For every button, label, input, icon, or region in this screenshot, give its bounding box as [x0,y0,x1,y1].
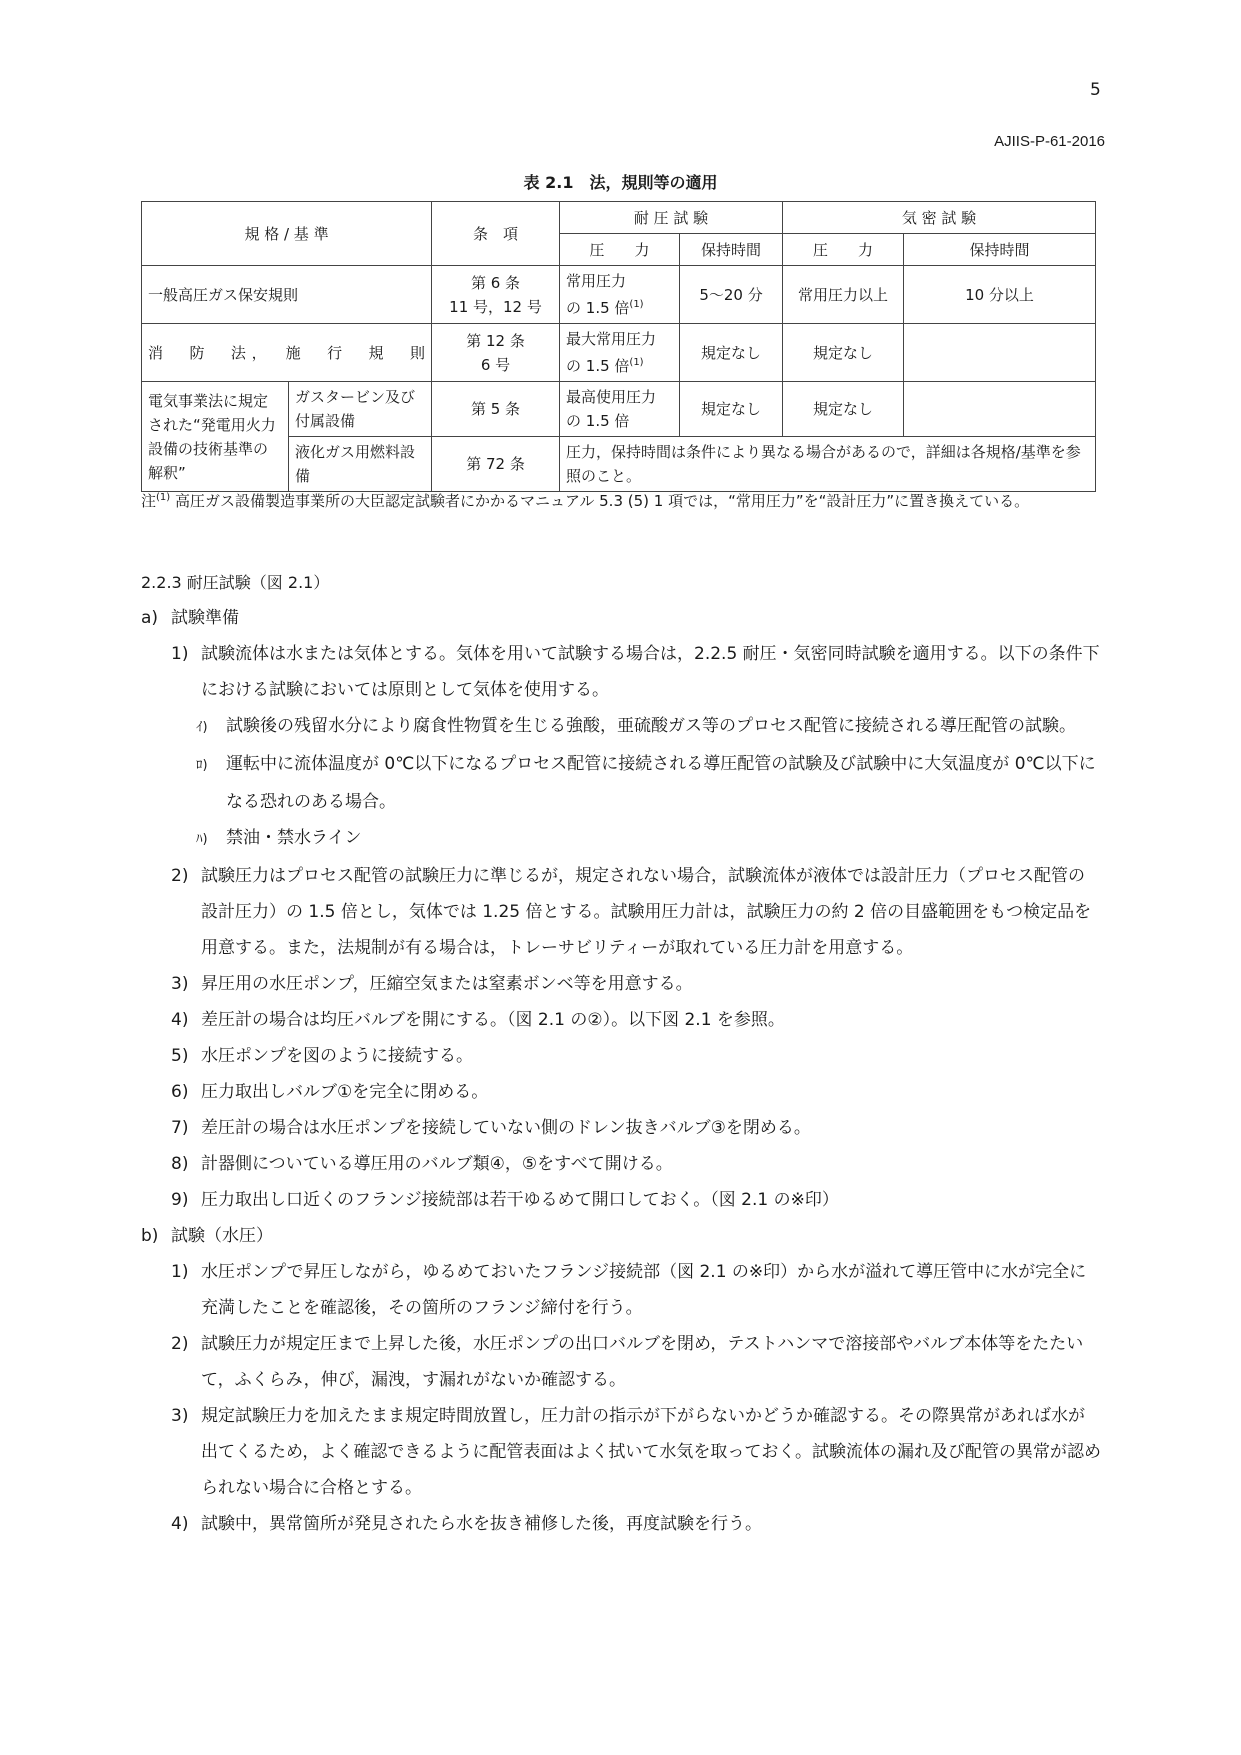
list-item-number: 4) [171,1010,189,1030]
header-standard: 規 格 / 基 準 [142,202,432,266]
list-item-number: ｲ) [196,720,208,735]
subsection-a-title: 試験準備 [171,608,239,628]
list-item-number: 3) [171,974,189,994]
list-item-text: 試験後の残留水分により腐食性物質を生じる強酸，亜硫酸ガス等のプロセス配管に接続される導圧配管の試験。 [226,716,1076,736]
list-item-number: 2) [171,866,189,886]
list-item [141,858,1101,966]
row1-standard: 一般高圧ガス保安規則 [142,266,432,324]
list-item-number: 2) [171,1334,189,1354]
row1-air-holding-time: 10 分以上 [904,266,1096,324]
list-item-number: ﾛ) [196,758,208,773]
list-item [141,820,1101,858]
subsection-b-label: b) [141,1226,159,1246]
row2-clause: 第 12 条 6 号 [432,324,560,382]
header-air-holding-time: 保持時間 [904,234,1096,266]
footnote-prefix: 注 [141,492,157,510]
list-item-number: 4) [171,1514,189,1534]
list-item-number: 8) [171,1154,189,1174]
list-item [141,966,1101,1002]
row2-standard: 消 防 法， 施 行 規 則 [142,324,432,382]
table-title: 表 2.1 法，規則等の適用 [523,173,718,192]
header-airtight-test: 気 密 試 験 [783,202,1096,234]
list-item-text: 圧力取出し口近くのフランジ接続部は若干ゆるめて開口しておく。（図 2.1 の※印） [201,1190,839,1210]
row3-holding-time: 規定なし [680,382,783,437]
list-item-text: 昇圧用の水圧ポンプ，圧縮空気または窒素ボンベ等を用意する。 [201,974,693,994]
list-item-text: 差圧計の場合は水圧ポンプを接続していない側のドレン抜きバルブ③を閉める。 [201,1118,811,1138]
row2-air-holding-time [904,324,1096,382]
list-item-number: 9) [171,1190,189,1210]
header-air-pressure: 圧 力 [783,234,904,266]
list-item [141,1398,1101,1506]
row2-holding-time: 規定なし [680,324,783,382]
row1-holding-time: 5～20 分 [680,266,783,324]
subsection-b-title: 試験（水圧） [171,1226,273,1246]
row1-pressure-text: 常用圧力 の 1.5 倍 [566,272,630,317]
list-item-number: 7) [171,1118,189,1138]
list-item-text: 水圧ポンプを図のように接続する。 [201,1046,473,1066]
section-heading: 2.2.3 耐圧試験（図 2.1） [141,573,330,592]
list-item-text: 試験中，異常箇所が発見されたら水を抜き補修した後，再度試験を行う。 [201,1514,762,1534]
subsection-b-list [141,1254,1101,1542]
list-item-number: 1) [171,644,189,664]
list-item [141,1254,1101,1326]
list-item [141,746,1101,820]
row3-air-pressure: 規定なし [783,382,904,437]
header-pressure-test: 耐 圧 試 験 [560,202,783,234]
footnote-mark: (1) [156,492,171,503]
row4-merged-note: 圧力，保持時間は条件により異なる場合があるので，詳細は各規格/基準を参照のこと。 [560,437,1096,492]
list-item-text: 禁油・禁水ライン [226,828,362,848]
table-footnote [141,485,1101,514]
list-item-number: ﾊ) [196,832,208,847]
row2-pressure-text: 最大常用圧力 の 1.5 倍 [566,330,657,375]
list-item-number: 1) [171,1262,189,1282]
subsection-a-heading [141,600,1101,636]
document-id: AJIIS-P-61-2016 [994,133,1105,150]
list-item-text: 圧力取出しバルブ①を完全に閉める。 [201,1082,489,1102]
footnote-text: 高圧ガス設備製造事業所の大臣認定試験者にかかるマニュアル 5.3 (5) 1 項では，“常用圧力”を“設計圧力”に置き換えている。 [174,492,1030,510]
row2-note-mark: (1) [629,357,644,368]
list-item-text: 試験流体は水または気体とする。気体を用いて試験する場合は，2.2.5 耐圧・気密同時試験を適用する。以下の条件下における試験においては原則として気体を使用する。 [201,644,1100,700]
list-item [141,1110,1101,1146]
row2-pressure [560,324,680,382]
regulation-table [141,201,1096,492]
list-item [141,1182,1101,1218]
list-item-text: 水圧ポンプで昇圧しながら，ゆるめておいたフランジ接続部（図 2.1 の※印）から水が溢れて導圧管中に水が完全に充満したことを確認後，その箇所のフランジ締付を行う。 [201,1262,1087,1318]
subsection-b-heading [141,1218,1101,1254]
list-item-number: 5) [171,1046,189,1066]
list-item-number: 6) [171,1082,189,1102]
list-item [141,708,1101,746]
row1-clause: 第 6 条 11 号，12 号 [432,266,560,324]
row1-note-mark: (1) [629,299,644,310]
page-number: 5 [1090,80,1101,100]
list-item [141,1074,1101,1110]
header-clause: 条 項 [432,202,560,266]
row4-clause: 第 72 条 [432,437,560,492]
header-holding-time: 保持時間 [680,234,783,266]
list-item [141,1146,1101,1182]
row1-air-pressure: 常用圧力以上 [783,266,904,324]
list-item-text: 試験圧力が規定圧まで上昇した後，水圧ポンプの出口バルブを閉め，テストハンマで溶接部やバルブ本体等をたたいて，ふくらみ，伸び，漏洩，す漏れがないか確認する。 [201,1334,1084,1390]
list-item [141,1506,1101,1542]
list-item-text: 規定試験圧力を加えたまま規定時間放置し，圧力計の指示が下がらないかどうか確認する。その際異常があれば水が出てくるため，よく確認できるように配管表面はよく拭いて水気を取っておく。試験流体の漏れ及び配管の異常が認められない場合に合格とする。 [201,1406,1101,1498]
row3-substandard: ガスタービン及び付属設備 [289,382,432,437]
list-item-text: 計器側についている導圧用のバルブ類④，⑤をすべて開ける。 [201,1154,673,1174]
header-pressure: 圧 力 [560,234,680,266]
list-item-text: 試験圧力はプロセス配管の試験圧力に準じるが，規定されない場合，試験流体が液体では設計圧力（プロセス配管の設計圧力）の 1.5 倍とし，気体では 1.25 倍とする。試験用圧力計は，試験圧力の約 2 倍の目盛範囲をもつ検定品を用意する。また，法規制が有る場合は，トレーサビリティーが取れている圧力計を用意する。 [201,866,1092,958]
list-item [141,1038,1101,1074]
list-item-text: 差圧計の場合は均圧バルブを開にする。（図 2.1 の②）。以下図 2.1 を参照。 [201,1010,785,1030]
row3-air-holding-time [904,382,1096,437]
list-item [141,1002,1101,1038]
row3-clause: 第 5 条 [432,382,560,437]
row2-air-pressure: 規定なし [783,324,904,382]
section-body [141,600,1101,1542]
list-item-number: 3) [171,1406,189,1426]
row1-pressure [560,266,680,324]
list-item [141,636,1101,708]
row3-pressure: 最高使用圧力 の 1.5 倍 [560,382,680,437]
list-item [141,1326,1101,1398]
row4-substandard: 液化ガス用燃料設備 [289,437,432,492]
subsection-a-label: a) [141,608,159,628]
subsection-a-list [141,636,1101,1218]
list-item-text: 運転中に流体温度が 0℃以下になるプロセス配管に接続される導圧配管の試験及び試験中に大気温度が 0℃以下になる恐れのある場合。 [226,754,1096,812]
row3-standard-group: 電気事業法に規定された“発電用火力設備の技術基準の解釈” [142,382,289,492]
